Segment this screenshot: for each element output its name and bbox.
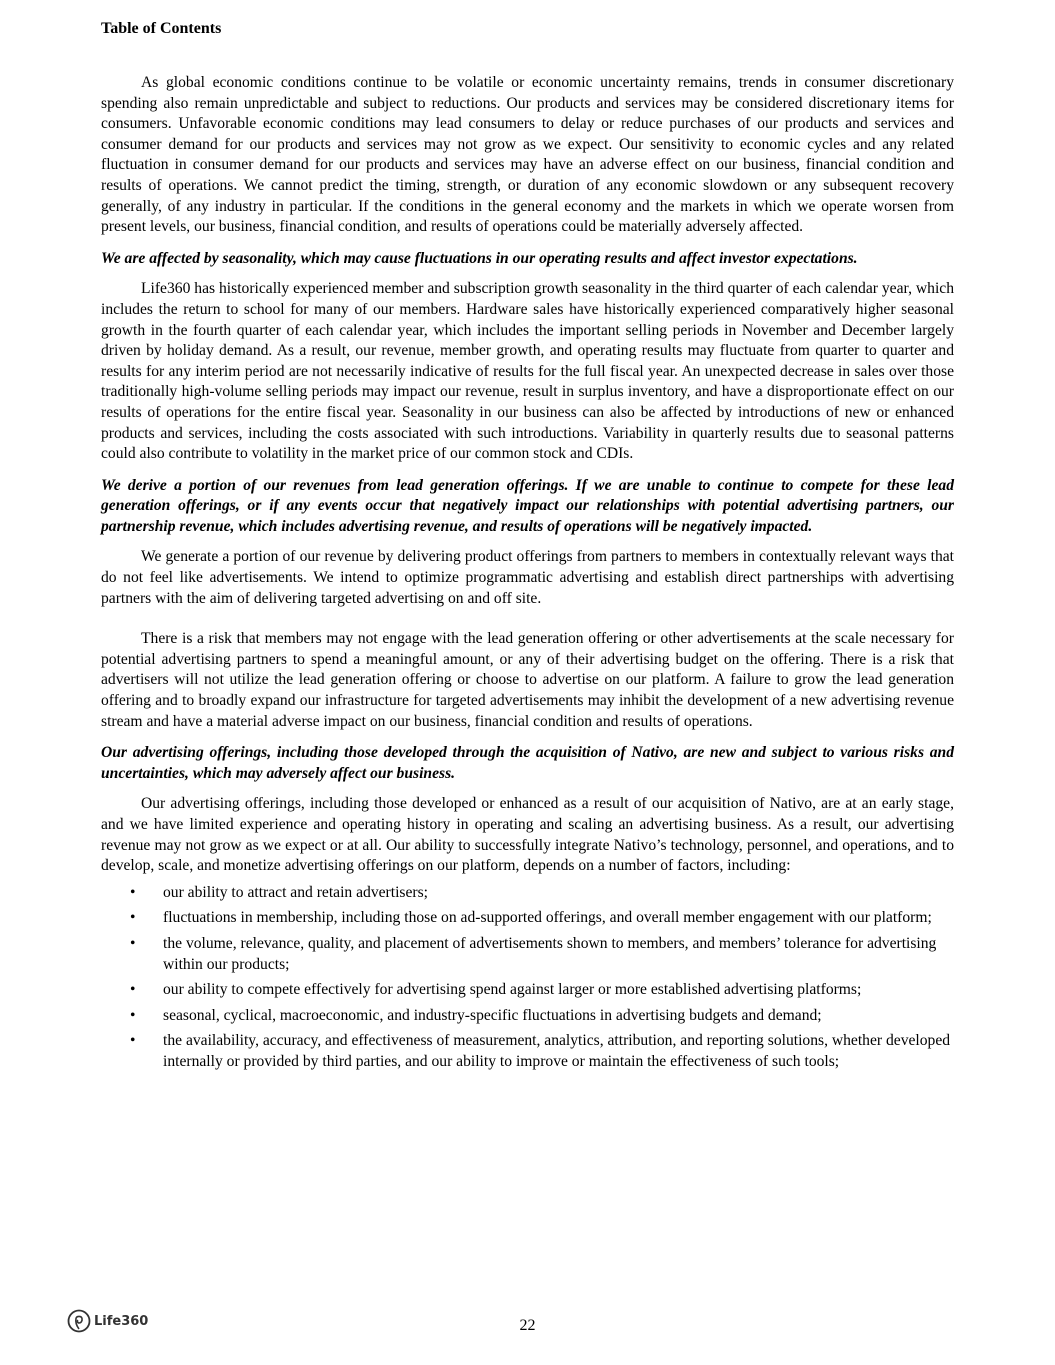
table-of-contents-link[interactable]: Table of Contents: [101, 20, 222, 37]
list-item-text: the availability, accuracy, and effectiveness of measurement, analytics, attribution, and reporting solutions, whether developed internally or provided by third parties, and our ability to improve or maintain the effectiveness of such tools;: [163, 1032, 951, 1070]
factor-list: [101, 883, 954, 1073]
section-heading: We are affected by seasonality, which may cause fluctuations in our operating results and affect investor expectations.: [101, 249, 858, 267]
paragraph-spacer: [101, 609, 954, 629]
list-item: [101, 883, 954, 904]
list-item: [101, 908, 954, 929]
paragraph: We generate a portion of our revenue by delivering product offerings from partners to members in contextually relevant ways that do not feel like advertisements. We intend to optimize programmatic advertising and establish direct partnerships with advertising partners with the aim of delivering targeted advertising on and off site.: [101, 548, 954, 607]
list-item-text: our ability to attract and retain advertisers;: [163, 883, 428, 901]
document-body: [101, 73, 954, 1078]
list-item: [101, 1031, 954, 1072]
paragraph: Our advertising offerings, including those developed or enhanced as a result of our acquisition of Nativo, are at an early stage, and we have limited experience and operating history in operating and scaling an advertising business. As a result, our advertising revenue may not grow as we expect or at all. Our ability to successfully integrate Nativo’s technology, personnel, and operations, and to develop, scale, and monetize advertising offerings on our platform, depends on a number of factors, including:: [101, 795, 954, 875]
list-item-text: the volume, relevance, quality, and placement of advertisements shown to members, and members’ tolerance for advertising within our products;: [163, 934, 937, 973]
list-item: [101, 934, 954, 975]
paragraph: Life360 has historically experienced member and subscription growth seasonality in the third quarter of each calendar year, which includes the return to school for many of our members. Hardware sales have historically experienced comparatively higher seasonal growth in the fourth quarter of each calendar year, which includes the important selling periods in November and December largely driven by holiday demand. As a result, our revenue, member growth, and operating results may fluctuate from quarter to quarter and results for any interim period are not necessarily indicative of results for the full fiscal year. An unexpected decrease in sales over those traditionally high-volume selling periods may impact our revenue, result in surplus inventory, and have a disproportionate effect on our results of operations for the entire fiscal year. Seasonality in our business can also be affected by introductions of new or enhanced products and services, including the costs associated with such introductions. Variability in quarterly results due to seasonal patterns could also contribute to volatility in the market price of our common stock and CDIs.: [101, 280, 954, 463]
section-heading: Our advertising offerings, including those developed through the acquisition of Nativo, are new and subject to various risks and uncertainties, which may adversely affect our business.: [101, 744, 954, 782]
bullet-icon: •: [130, 909, 136, 927]
list-item-text: seasonal, cyclical, macroeconomic, and industry-specific fluctuations in advertising budgets and demand;: [163, 1006, 822, 1024]
bullet-icon: •: [130, 1006, 136, 1024]
life360-logo-text: Life360: [94, 1313, 149, 1329]
page-number: 22: [519, 1317, 536, 1334]
bullet-icon: •: [130, 934, 136, 952]
bullet-icon: •: [130, 883, 136, 901]
paragraph: There is a risk that members may not engage with the lead generation offering or other advertisements at the scale necessary for potential advertising partners to spend a meaningful amount, or any of their advertising budget on the offering. There is a risk that advertisers will not utilize the lead generation offering or choose to advertise on our platform. A failure to grow the lead generation offering and to broadly expand our infrastructure for targeted advertisements may inhibit the development of a new advertising revenue stream and have a material adverse impact on our business, financial condition and results of operations.: [101, 630, 954, 730]
bullet-icon: •: [130, 981, 136, 999]
section-heading: We derive a portion of our revenues from lead generation offerings. If we are unable to continue to compete for these lead generation offerings, or if any events occur that negatively impact our relationships with potential advertising partners, our partnership revenue, which includes advertising revenue, and results of operations will be negatively impacted.: [101, 476, 954, 535]
list-item-text: our ability to compete effectively for advertising spend against larger or more established advertising platforms;: [163, 981, 862, 999]
paragraph: As global economic conditions continue to be volatile or economic uncertainty remains, trends in consumer discretionary spending also remain unpredictable and subject to reductions. Our products and services may be considered discretionary items for consumers. Unfavorable economic conditions may lead consumers to delay or reduce purchases of our products and services and consumer demand for our products and services may not grow as we expect. Our sensitivity to economic cycles and any related fluctuation in consumer demand for our products and services may have an adverse effect on our business, financial condition and results of operations. We cannot predict the timing, strength, or duration of any economic slowdown or any subsequent recovery generally, of any industry in particular. If the conditions in the general economy and the markets in which we operate worsen from present levels, our business, financial condition, and results of operations could be materially adversely affected.: [101, 74, 954, 236]
list-item: [101, 980, 954, 1001]
list-item-text: fluctuations in membership, including those on ad-supported offerings, and overall member engagement with our platform;: [163, 909, 932, 927]
bullet-icon: •: [130, 1032, 136, 1050]
list-item: [101, 1006, 954, 1027]
